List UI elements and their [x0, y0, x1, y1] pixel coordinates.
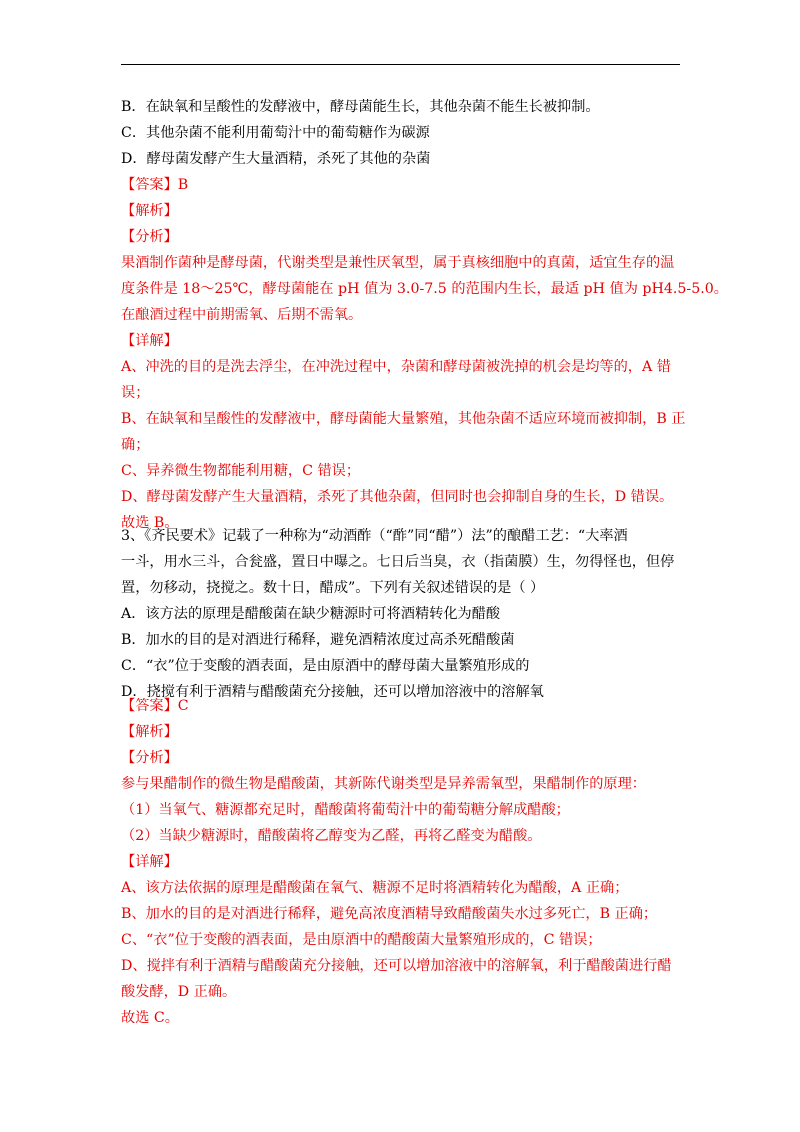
text-line: 【分析】 — [121, 750, 178, 766]
text-line: 参与果醋制作的微生物是醋酸菌，其新陈代谢类型是异养需氧型，果醋制作的原理： — [121, 776, 646, 792]
text-line: 【分析】 — [121, 229, 178, 245]
text-line: 【详解】 — [121, 333, 178, 349]
text-line: （2）当缺少糖源时，醋酸菌将乙醇变为乙醛，再将乙醛变为醋酸。 — [121, 828, 542, 844]
text-line: 果酒制作菌种是酵母菌，代谢类型是兼性厌氧型，属于真核细胞中的真菌，适宜生存的温 — [121, 255, 675, 271]
text-line: 【答案】B — [121, 177, 189, 193]
header-rule — [121, 64, 680, 65]
text-line: D．酵母菌发酵产生大量酒精，杀死了其他的杂菌 — [121, 151, 431, 167]
text-line: 故选 B。 — [121, 515, 179, 531]
text-line: C、“衣”位于变酸的酒表面，是由原酒中的醋酸菌大量繁殖形成的，C 错误； — [121, 932, 602, 948]
text-line: 确； — [121, 437, 150, 453]
text-line: C、异养微生物都能利用糖，C 错误； — [121, 463, 361, 479]
question-3-solution — [121, 693, 683, 1031]
text-line: B．加水的目的是对酒进行稀释，避免酒精浓度过高杀死醋酸菌 — [121, 632, 515, 648]
text-line: 故选 C。 — [121, 1010, 179, 1026]
text-line: A、冲洗的目的是洗去浮尘，在冲洗过程中，杂菌和酵母菌被洗掉的机会是均等的，A 错 — [121, 359, 671, 375]
text-line: 一斗，用水三斗，合瓮盛，置日中曝之。七日后当臭，衣（指菌膜）生，勿得怪也，但停 — [121, 554, 675, 570]
text-line: 在酿酒过程中前期需氧、后期不需氧。 — [121, 307, 363, 323]
text-line: 3、《齐民要术》记载了一种称为“动酒酢（“酢”同“醋”）法”的酿醋工艺：“大率酒 — [121, 528, 628, 544]
text-line: B、加水的目的是对酒进行稀释，避免高浓度酒精导致醋酸菌失水过多死亡，B 正确； — [121, 906, 658, 922]
text-line: D、搅拌有利于酒精与醋酸菌充分接触，还可以增加溶液中的溶解氧，利于醋酸菌进行醋 — [121, 958, 672, 974]
text-line: D、酵母菌发酵产生大量酒精，杀死了其他杂菌，但同时也会抑制自身的生长，D 错误。 — [121, 489, 674, 505]
text-line: （1）当氧气、糖源都充足时，醋酸菌将葡萄汁中的葡萄糖分解成醋酸； — [121, 802, 570, 818]
text-line: 【答案】C — [121, 698, 189, 714]
text-line: A．该方法的原理是醋酸菌在缺少糖源时可将酒精转化为醋酸 — [121, 606, 501, 622]
text-line: 度条件是 18～25℃，酵母菌能在 pH 值为 3.0-7.5 的范围内生长，最适 pH 值为 pH4.5-5.0。 — [121, 281, 728, 297]
text-line: C．其他杂菌不能利用葡萄汁中的葡萄糖作为碳源 — [121, 125, 430, 141]
text-line: 误； — [121, 385, 150, 401]
text-line: 酸发酵，D 正确。 — [121, 984, 237, 1000]
text-line: A、该方法依据的原理是醋酸菌在氧气、糖源不足时将酒精转化为醋酸，A 正确； — [121, 880, 629, 896]
text-line: 【详解】 — [121, 854, 178, 870]
text-line: 置，勿移动，挠搅之。数十日，醋成”。下列有关叙述错误的是（ ） — [121, 580, 545, 596]
question-3 — [121, 523, 683, 705]
text-line: B．在缺氧和呈酸性的发酵液中，酵母菌能生长，其他杂菌不能生长被抑制。 — [121, 99, 600, 115]
question-2-solution — [121, 94, 728, 536]
text-line: B、在缺氧和呈酸性的发酵液中，酵母菌能大量繁殖，其他杂菌不适应环境而被抑制，B 正 — [121, 411, 686, 427]
text-line: D．挠搅有利于酒精与醋酸菌充分接触，还可以增加溶液中的溶解氧 — [121, 684, 544, 700]
text-line: C．“衣”位于变酸的酒表面，是由原酒中的酵母菌大量繁殖形成的 — [121, 658, 530, 674]
text-line: 【解析】 — [121, 203, 178, 219]
text-line: 【解析】 — [121, 724, 178, 740]
